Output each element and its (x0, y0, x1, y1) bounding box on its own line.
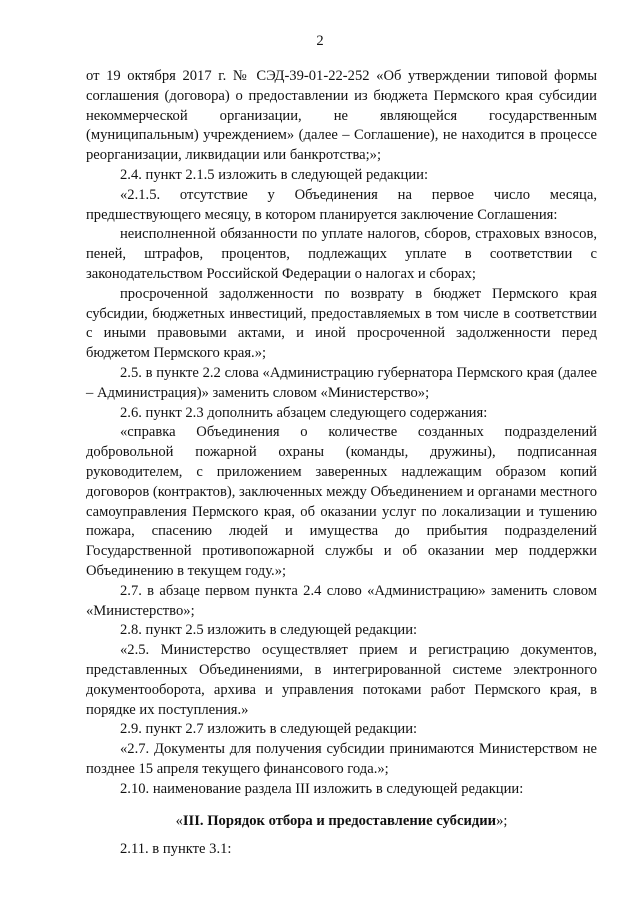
paragraph-item-2-4: 2.4. пункт 2.1.5 изложить в следующей редакции: (120, 166, 429, 183)
paragraph-certificate: «справка Объединения о количестве созданных подразделений добровольной пожарной охраны (команды, дружины), подписанная руководителем, с приложением заверенных надлежащим образом копий договоров (контрактов), заключенных между Объединением и органами местного самоуправления Пермского края, об оказании услуг по локализации и тушению пожара, спасению людей и имущества до прибытия подразделений Государственной противопожарной службы и об оказании мер поддержки Объединению в текущем году.»; (86, 424, 597, 579)
section-heading (86, 812, 597, 832)
paragraph-tax-obligation: неисполненной обязанности по уплате налогов, сборов, страховых взносов, пеней, штрафов, процентов, подлежащих уплате в соответствии с законодательством Российской Федерации о налогах и сборах; (86, 226, 597, 282)
paragraph-item-2-9: 2.9. пункт 2.7 изложить в следующей редакции: (120, 721, 418, 738)
document-body (86, 67, 597, 860)
paragraph-2-7-text: «2.7. Документы для получения субсидии принимаются Министерством не позднее 15 апреля текущего финансового года.»; (86, 741, 597, 777)
paragraph-item-2-11: 2.11. в пункте 3.1: (120, 841, 232, 858)
heading-title: III. Порядок отбора и предоставление субсидии (182, 813, 497, 830)
paragraph-item-2-10: 2.10. наименование раздела III изложить в следующей редакции: (120, 780, 524, 797)
paragraph-continuation: от 19 октября 2017 г. № СЭД-39-01-22-252 «Об утверждении типовой формы соглашения (договора) о предоставлении из бюджета Пермского края субсидии некоммерческой организации, не являющейся государственным (муниципальным) учреждением» (далее – Соглашение), не находится в процессе реорганизации, ликвидации или банкротства;»; (86, 68, 597, 164)
paragraph-item-2-8: 2.8. пункт 2.5 изложить в следующей редакции: (120, 622, 418, 639)
paragraph-2-1-5: «2.1.5. отсутствие у Объединения на первое число месяца, предшествующего месяцу, в котором планируется заключение Соглашения: (86, 186, 597, 223)
paragraph-2-5-text: «2.5. Министерство осуществляет прием и регистрацию документов, представленных Объединениями, в интегрированной системе электронного документооборота, архива и управления потоками работ Пермского края, в порядке их поступления.» (86, 642, 597, 718)
paragraph-item-2-7: 2.7. в абзаце первом пункта 2.4 слово «Администрацию» заменить словом «Министерство»; (86, 582, 597, 619)
heading-open-quote: « (175, 813, 183, 830)
paragraph-item-2-6: 2.6. пункт 2.3 дополнить абзацем следующего содержания: (120, 404, 488, 421)
paragraph-overdue-debt: просроченной задолженности по возврату в бюджет Пермского края субсидии, бюджетных инвестиций, предоставляемых в том числе в соответствии с иными правовыми актами, и иной просроченной задолженности перед бюджетом Пермского края.»; (86, 285, 597, 362)
paragraph-item-2-5: 2.5. в пункте 2.2 слова «Администрацию губернатора Пермского края (далее – Администрация)» заменить словом «Министерство»; (86, 364, 597, 401)
heading-close-quote: »; (496, 813, 508, 830)
page-number: 2 (316, 33, 324, 49)
